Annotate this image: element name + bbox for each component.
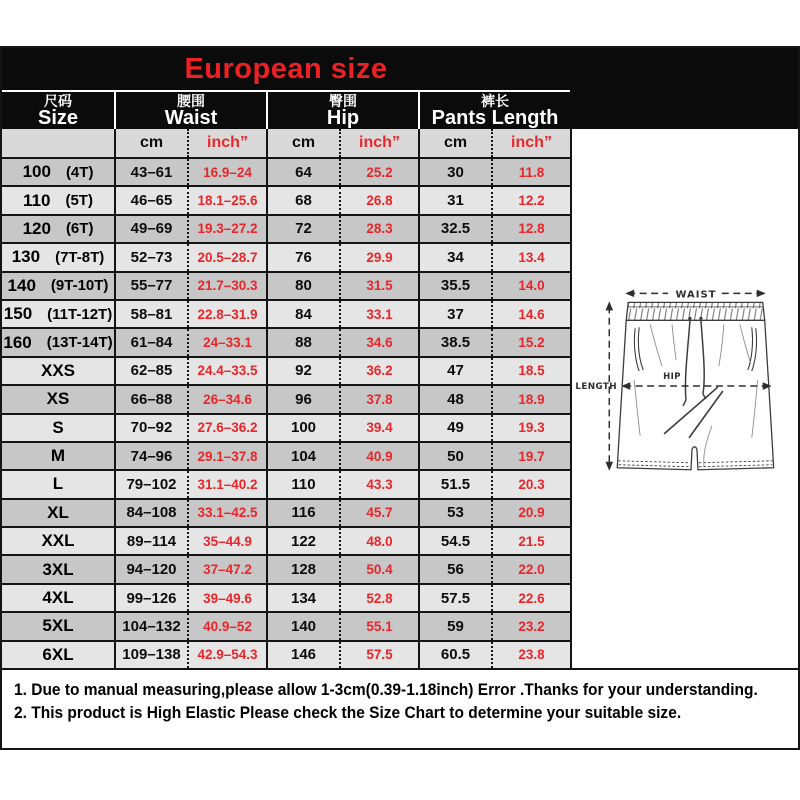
cell-hip-in: 40.9 <box>339 443 418 469</box>
cell-len-cm: 57.5 <box>418 585 491 611</box>
table-row <box>2 500 570 528</box>
table-row <box>2 556 570 584</box>
unit-empty-cell <box>2 129 114 157</box>
size-cell <box>2 443 114 469</box>
cell-waist-cm: 99–126 <box>114 585 187 611</box>
cell-hip-cm: 128 <box>266 556 339 582</box>
table-row <box>2 613 570 641</box>
table-row <box>2 415 570 443</box>
table-row <box>2 187 570 215</box>
size-cell <box>2 358 114 384</box>
cell-hip-in: 36.2 <box>339 358 418 384</box>
note-2: 2. This product is High Elastic Please check the Size Chart to determine your suitable size. <box>14 704 682 722</box>
header-band <box>2 48 798 129</box>
size-cell <box>2 301 114 327</box>
cell-waist-cm: 43–61 <box>114 159 187 185</box>
size-label: 6XL <box>42 644 74 664</box>
cell-len-cm: 34 <box>418 244 491 270</box>
table-row <box>2 528 570 556</box>
size-table <box>2 129 572 668</box>
cell-waist-in: 29.1–37.8 <box>187 443 266 469</box>
table-row <box>2 301 570 329</box>
size-label: 5XL <box>42 616 74 636</box>
cell-waist-in: 40.9–52 <box>187 613 266 639</box>
cell-hip-cm: 122 <box>266 528 339 554</box>
notes-box <box>2 668 798 748</box>
cell-len-cm: 35.5 <box>418 273 491 299</box>
cell-hip-cm: 116 <box>266 500 339 526</box>
cell-hip-in: 25.2 <box>339 159 418 185</box>
main-area <box>2 129 798 668</box>
cell-len-cm: 37 <box>418 301 491 327</box>
cell-hip-in: 33.1 <box>339 301 418 327</box>
cell-waist-cm: 46–65 <box>114 187 187 213</box>
cell-waist-in: 42.9–54.3 <box>187 642 266 668</box>
size-label: 150 <box>3 304 33 324</box>
size-cell <box>2 415 114 441</box>
table-row <box>2 329 570 357</box>
size-cell <box>2 556 114 582</box>
cell-hip-in: 55.1 <box>339 613 418 639</box>
cell-hip-in: 31.5 <box>339 273 418 299</box>
cell-waist-cm: 104–132 <box>114 613 187 639</box>
size-label: XXL <box>41 531 75 551</box>
table-row <box>2 386 570 414</box>
size-cell <box>2 500 114 526</box>
size-tag: (9T-10T) <box>50 277 109 295</box>
size-label: M <box>50 446 66 466</box>
size-label: XL <box>47 502 69 522</box>
pants-length-label-en: Pants Length <box>431 106 559 129</box>
cell-waist-cm: 79–102 <box>114 471 187 497</box>
cell-waist-in: 18.1–25.6 <box>187 187 266 213</box>
cell-hip-in: 39.4 <box>339 415 418 441</box>
cell-len-cm: 53 <box>418 500 491 526</box>
size-tag: (5T) <box>65 192 93 210</box>
cell-len-cm: 48 <box>418 386 491 412</box>
note-1: 1. Due to manual measuring,please allow 1-3cm(0.39-1.18inch) Error .Thanks for your understanding. <box>14 681 758 699</box>
cell-hip-cm: 72 <box>266 216 339 242</box>
cell-hip-cm: 88 <box>266 329 339 355</box>
size-label: 4XL <box>42 588 74 608</box>
size-tag: (13T-14T) <box>46 334 113 352</box>
cell-waist-in: 20.5–28.7 <box>187 244 266 270</box>
waist-label-zh: 腰围 <box>177 92 205 109</box>
size-cell <box>2 216 114 242</box>
size-label-en: Size <box>37 106 79 129</box>
size-label: 140 <box>7 275 36 295</box>
size-label: 120 <box>22 218 51 238</box>
table-row <box>2 273 570 301</box>
size-label: XXS <box>40 360 76 380</box>
cell-len-cm: 47 <box>418 358 491 384</box>
cell-len-in: 19.3 <box>491 415 570 441</box>
cell-hip-in: 26.8 <box>339 187 418 213</box>
size-label-zh: 尺码 <box>44 92 72 109</box>
cell-len-cm: 60.5 <box>418 642 491 668</box>
cell-len-in: 14.6 <box>491 301 570 327</box>
cell-len-in: 12.8 <box>491 216 570 242</box>
cell-len-in: 15.2 <box>491 329 570 355</box>
cell-hip-cm: 140 <box>266 613 339 639</box>
size-cell <box>2 585 114 611</box>
table-row <box>2 244 570 272</box>
size-cell <box>2 187 114 213</box>
cell-waist-cm: 84–108 <box>114 500 187 526</box>
size-label: 100 <box>22 162 51 182</box>
cell-waist-in: 21.7–30.3 <box>187 273 266 299</box>
cell-hip-cm: 68 <box>266 187 339 213</box>
cell-waist-in: 26–34.6 <box>187 386 266 412</box>
unit-length-inch: inch” <box>491 129 570 157</box>
size-tag: (4T) <box>65 163 94 181</box>
unit-row <box>2 129 570 159</box>
cell-len-in: 23.2 <box>491 613 570 639</box>
size-cell <box>2 613 114 639</box>
cell-waist-in: 24–33.1 <box>187 329 266 355</box>
pants-length-label-zh: 裤长 <box>481 92 509 109</box>
cell-waist-in: 16.9–24 <box>187 159 266 185</box>
cell-len-in: 22.0 <box>491 556 570 582</box>
column-header-pants-length <box>418 92 570 129</box>
size-cell <box>2 244 114 270</box>
unit-hip-inch: inch” <box>339 129 418 157</box>
cell-hip-cm: 64 <box>266 159 339 185</box>
cell-hip-cm: 92 <box>266 358 339 384</box>
cell-waist-cm: 49–69 <box>114 216 187 242</box>
cell-len-in: 11.8 <box>491 159 570 185</box>
cell-waist-cm: 109–138 <box>114 642 187 668</box>
cell-hip-in: 28.3 <box>339 216 418 242</box>
cell-waist-cm: 55–77 <box>114 273 187 299</box>
column-header-size <box>2 92 114 129</box>
cell-waist-cm: 66–88 <box>114 386 187 412</box>
cell-hip-in: 45.7 <box>339 500 418 526</box>
cell-len-in: 13.4 <box>491 244 570 270</box>
cell-hip-in: 34.6 <box>339 329 418 355</box>
cell-waist-cm: 70–92 <box>114 415 187 441</box>
table-row <box>2 443 570 471</box>
cell-len-in: 18.5 <box>491 358 570 384</box>
size-cell <box>2 471 114 497</box>
size-cell <box>2 329 114 355</box>
cell-hip-cm: 146 <box>266 642 339 668</box>
cell-hip-in: 52.8 <box>339 585 418 611</box>
size-cell <box>2 273 114 299</box>
cell-len-in: 23.8 <box>491 642 570 668</box>
page-title: European size <box>184 52 388 85</box>
cell-len-in: 20.9 <box>491 500 570 526</box>
length-measure-label: LENGTH <box>575 382 618 393</box>
cell-waist-in: 39–49.6 <box>187 585 266 611</box>
cell-waist-in: 33.1–42.5 <box>187 500 266 526</box>
size-tag: (7T-8T) <box>55 248 105 266</box>
cell-len-cm: 59 <box>418 613 491 639</box>
waist-label-en: Waist <box>164 106 218 129</box>
cell-waist-cm: 52–73 <box>114 244 187 270</box>
size-label: L <box>52 474 64 494</box>
cell-hip-cm: 84 <box>266 301 339 327</box>
cell-len-in: 12.2 <box>491 187 570 213</box>
cell-waist-in: 22.8–31.9 <box>187 301 266 327</box>
cell-len-in: 21.5 <box>491 528 570 554</box>
unit-waist-inch: inch” <box>187 129 266 157</box>
cell-hip-in: 50.4 <box>339 556 418 582</box>
table-row <box>2 642 570 668</box>
column-header-hip <box>266 92 418 129</box>
size-label: 110 <box>23 190 51 210</box>
size-cell <box>2 528 114 554</box>
cell-hip-in: 57.5 <box>339 642 418 668</box>
cell-waist-cm: 89–114 <box>114 528 187 554</box>
size-cell <box>2 386 114 412</box>
size-label: S <box>52 417 64 437</box>
table-row <box>2 159 570 187</box>
cell-hip-cm: 134 <box>266 585 339 611</box>
cell-hip-cm: 110 <box>266 471 339 497</box>
cell-hip-cm: 76 <box>266 244 339 270</box>
size-tag: (6T) <box>65 220 94 238</box>
size-cell <box>2 642 114 668</box>
cell-len-cm: 49 <box>418 415 491 441</box>
cell-len-cm: 32.5 <box>418 216 491 242</box>
shorts-diagram <box>572 129 798 668</box>
cell-len-cm: 54.5 <box>418 528 491 554</box>
cell-len-cm: 38.5 <box>418 329 491 355</box>
size-label: 3XL <box>42 559 74 579</box>
header-band-left <box>2 48 570 129</box>
table-row <box>2 471 570 499</box>
cell-hip-in: 37.8 <box>339 386 418 412</box>
cell-waist-cm: 94–120 <box>114 556 187 582</box>
table-row <box>2 358 570 386</box>
table-row <box>2 585 570 613</box>
cell-waist-in: 31.1–40.2 <box>187 471 266 497</box>
cell-len-in: 14.0 <box>491 273 570 299</box>
column-header-waist <box>114 92 266 129</box>
hip-label-en: Hip <box>326 106 360 129</box>
column-headers <box>2 92 570 129</box>
cell-waist-in: 19.3–27.2 <box>187 216 266 242</box>
size-label: XS <box>46 389 70 409</box>
cell-len-cm: 56 <box>418 556 491 582</box>
waist-measure-label: WAIST <box>675 289 717 301</box>
cell-len-cm: 51.5 <box>418 471 491 497</box>
shorts-sketch <box>572 129 798 668</box>
unit-hip-cm: cm <box>266 129 339 157</box>
cell-hip-cm: 104 <box>266 443 339 469</box>
cell-len-cm: 30 <box>418 159 491 185</box>
cell-waist-cm: 58–81 <box>114 301 187 327</box>
cell-hip-cm: 100 <box>266 415 339 441</box>
size-cell <box>2 159 114 185</box>
cell-waist-in: 35–44.9 <box>187 528 266 554</box>
cell-hip-cm: 96 <box>266 386 339 412</box>
cell-waist-cm: 74–96 <box>114 443 187 469</box>
cell-hip-cm: 80 <box>266 273 339 299</box>
cell-waist-in: 24.4–33.5 <box>187 358 266 384</box>
cell-hip-in: 48.0 <box>339 528 418 554</box>
cell-len-cm: 50 <box>418 443 491 469</box>
chart-frame <box>0 46 800 750</box>
cell-len-cm: 31 <box>418 187 491 213</box>
hip-measure-label: HIP <box>663 371 682 382</box>
cell-waist-in: 27.6–36.2 <box>187 415 266 441</box>
size-label: 160 <box>3 332 32 352</box>
cell-hip-in: 29.9 <box>339 244 418 270</box>
cell-waist-in: 37–47.2 <box>187 556 266 582</box>
cell-len-in: 18.9 <box>491 386 570 412</box>
fabric-folds <box>634 324 758 465</box>
table-row <box>2 216 570 244</box>
cell-waist-cm: 62–85 <box>114 358 187 384</box>
hip-label-zh: 臀围 <box>329 92 357 109</box>
size-label: 130 <box>11 247 41 267</box>
unit-waist-cm: cm <box>114 129 187 157</box>
cell-len-in: 19.7 <box>491 443 570 469</box>
unit-length-cm: cm <box>418 129 491 157</box>
title-bar <box>2 48 570 92</box>
cell-hip-in: 43.3 <box>339 471 418 497</box>
size-tag: (11T-12T) <box>47 305 113 323</box>
cell-waist-cm: 61–84 <box>114 329 187 355</box>
cell-len-in: 20.3 <box>491 471 570 497</box>
cell-len-in: 22.6 <box>491 585 570 611</box>
